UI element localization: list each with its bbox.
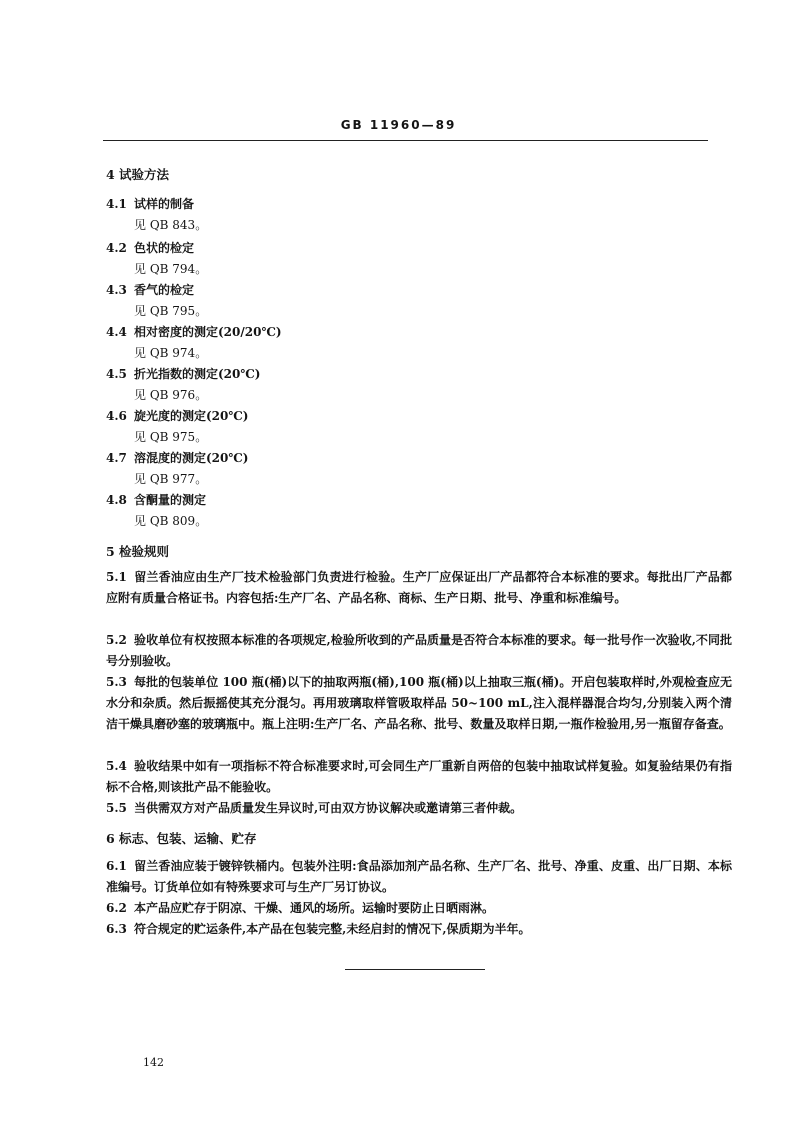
item-4-3-title (106, 281, 194, 298)
paragraph-number: 5.5 (106, 801, 127, 815)
header-rule (103, 140, 708, 141)
item-number: 4.1 (106, 197, 127, 211)
item-number: 4.4 (106, 325, 127, 339)
item-title: 折光指数的测定(20℃) (134, 367, 261, 381)
section-5-title: 5 检验规则 (106, 544, 170, 559)
item-title: 试样的制备 (134, 197, 195, 211)
paragraph-text: 本产品应贮存于阴凉、干燥、通风的场所。运输时要防止日晒雨淋。 (134, 901, 495, 915)
item-4-7-ref: 见 QB 977。 (134, 472, 208, 486)
item-4-2-title (106, 239, 194, 256)
page-number: 142 (143, 1056, 164, 1069)
paragraph-number: 5.1 (106, 570, 127, 584)
paragraph-text: 当供需双方对产品质量发生异议时,可由双方协议解决或邀请第三者仲裁。 (134, 801, 523, 815)
paragraph-5-4 (106, 756, 732, 798)
item-number: 4.6 (106, 409, 127, 423)
item-4-8-ref: 见 QB 809。 (134, 514, 208, 528)
item-4-2-ref: 见 QB 794。 (134, 262, 208, 276)
paragraph-text: 每批的包装单位 100 瓶(桶)以下的抽取两瓶(桶),100 瓶(桶)以上抽取三瓶(桶)。开启包装取样时,外观检查应无水分和杂质。然后振摇使其充分混匀。再用玻璃取样管吸取样品 50~100 mL,注入混样器混合均匀,分别装入两个清洁干燥具磨砂塞的玻璃瓶中。瓶上注明:生产厂名、产品名称、批号、数量及取样日期,一瓶作检验用,另一瓶留存备查。 (106, 675, 732, 731)
paragraph-6-3 (106, 919, 732, 940)
paragraph-6-2 (106, 898, 732, 919)
paragraph-5-3 (106, 672, 732, 735)
item-title: 含酮量的测定 (134, 493, 207, 507)
item-4-5-ref: 见 QB 976。 (134, 388, 208, 402)
paragraph-number: 5.4 (106, 759, 127, 773)
paragraph-number: 6.1 (106, 859, 127, 873)
item-title: 旋光度的测定(20℃) (134, 409, 249, 423)
item-4-5-title (106, 365, 260, 382)
end-rule (345, 969, 485, 970)
paragraph-number: 5.2 (106, 633, 127, 647)
item-4-8-title (106, 491, 206, 508)
standard-code: GB 11960—89 (340, 118, 457, 132)
item-4-1-ref: 见 QB 843。 (134, 218, 208, 232)
paragraph-5-2 (106, 630, 732, 672)
item-title: 相对密度的测定(20/20℃) (134, 325, 282, 339)
item-4-6-title (106, 407, 248, 424)
paragraph-text: 验收结果中如有一项指标不符合标准要求时,可会同生产厂重新自两倍的包装中抽取试样复验。如复验结果仍有指标不合格,则该批产品不能验收。 (106, 759, 732, 794)
paragraph-text: 留兰香油应由生产厂技术检验部门负责进行检验。生产厂应保证出厂产品都符合本标准的要求。每批出厂产品都应附有质量合格证书。内容包括:生产厂名、产品名称、商标、生产日期、批号、净重和标准编号。 (106, 570, 732, 605)
section-4-title: 4 试验方法 (106, 167, 170, 182)
item-title: 溶混度的测定(20℃) (134, 451, 249, 465)
item-number: 4.5 (106, 367, 127, 381)
item-4-7-title (106, 449, 248, 466)
paragraph-text: 留兰香油应装于镀锌铁桶内。包装外注明:食品添加剂产品名称、生产厂名、批号、净重、皮重、出厂日期、本标准编号。订货单位如有特殊要求可与生产厂另订协议。 (106, 859, 732, 894)
item-number: 4.3 (106, 283, 127, 297)
item-number: 4.7 (106, 451, 127, 465)
paragraph-6-1 (106, 856, 732, 898)
paragraph-5-5 (106, 798, 732, 819)
item-4-4-ref: 见 QB 974。 (134, 346, 208, 360)
item-number: 4.2 (106, 241, 127, 255)
item-4-1-title (106, 195, 194, 212)
paragraph-number: 5.3 (106, 675, 127, 689)
paragraph-text: 符合规定的贮运条件,本产品在包装完整,未经启封的情况下,保质期为半年。 (134, 922, 531, 936)
paragraph-number: 6.2 (106, 901, 127, 915)
item-4-4-title (106, 323, 282, 340)
item-number: 4.8 (106, 493, 127, 507)
section-6-title: 6 标志、包装、运输、贮存 (106, 831, 257, 846)
item-4-6-ref: 见 QB 975。 (134, 430, 208, 444)
item-4-3-ref: 见 QB 795。 (134, 304, 208, 318)
paragraph-text: 验收单位有权按照本标准的各项规定,检验所收到的产品质量是否符合本标准的要求。每一批号作一次验收,不同批号分别验收。 (106, 633, 732, 668)
paragraph-number: 6.3 (106, 922, 127, 936)
paragraph-5-1 (106, 567, 732, 609)
item-title: 香气的检定 (134, 283, 195, 297)
item-title: 色状的检定 (134, 241, 195, 255)
